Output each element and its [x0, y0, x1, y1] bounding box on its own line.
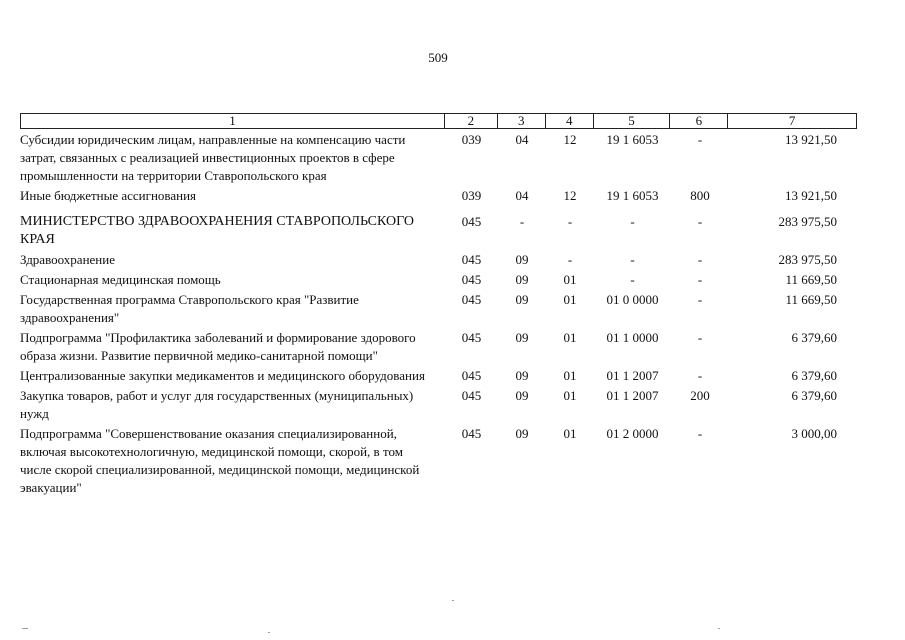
- row-vr: -: [697, 272, 703, 287]
- row-rz: 04: [515, 188, 529, 203]
- row-name: Централизованные закупки медикаментов и медицинского оборудования: [20, 368, 425, 383]
- row-pr: -: [567, 214, 573, 229]
- row-sum: 11 669,50: [785, 292, 837, 307]
- row-csr: -: [630, 272, 635, 287]
- row-sum: 6 379,60: [791, 330, 837, 345]
- row-rz: 09: [515, 426, 529, 441]
- row-name: Субсидии юридическим лицам, направленные на компенсацию части затрат, связанных с реализацией инвестиционных проектов в сфере промышленности на территории Ставропольского края: [20, 132, 406, 183]
- row-csr: 01 0 0000: [606, 292, 659, 307]
- row-rz: 09: [515, 330, 529, 345]
- row-sum: 6 379,60: [791, 388, 837, 403]
- row-vr: -: [697, 132, 703, 147]
- row-pr: 01: [563, 330, 577, 345]
- header-col-4: 4: [546, 114, 594, 128]
- table-row: [20, 187, 857, 205]
- row-name: Иные бюджетные ассигнования: [20, 188, 197, 203]
- row-sum: 13 921,50: [785, 132, 837, 147]
- row-ved: 039: [461, 188, 482, 203]
- row-csr: 01 1 2007: [606, 368, 659, 383]
- row-vr: 200: [690, 388, 710, 403]
- row-vr: -: [697, 426, 703, 441]
- row-ved: 045: [461, 252, 482, 267]
- row-rz: -: [519, 214, 525, 229]
- row-ved: 045: [461, 292, 482, 307]
- table-row: [20, 131, 857, 185]
- row-rz: 09: [515, 292, 529, 307]
- row-ved: 045: [461, 388, 482, 403]
- header-col-1: 1: [21, 114, 445, 128]
- header-col-3: 3: [498, 114, 546, 128]
- row-ved: 045: [461, 426, 482, 441]
- row-pr: 01: [563, 272, 577, 287]
- row-pr: 01: [563, 426, 577, 441]
- row-vr: -: [697, 368, 703, 383]
- row-name: Подпрограмма "Совершенствование оказания специализированной, включая высокотехнологичную, медицинской помощи, скорой, в том числе скорой специализированной, медицинской помощи, медицинской эвакуации": [20, 426, 420, 495]
- row-sum: 11 669,50: [785, 272, 837, 287]
- row-name: МИНИСТЕРСТВО ЗДРАВООХРАНЕНИЯ СТАВРОПОЛЬСКОГО КРАЯ: [20, 214, 414, 247]
- row-ved: 045: [461, 214, 482, 229]
- row-csr: 19 1 6053: [606, 188, 659, 203]
- table-row: [20, 271, 857, 289]
- row-rz: 09: [515, 388, 529, 403]
- table-row: [20, 291, 857, 327]
- row-sum: 3 000,00: [791, 426, 837, 441]
- row-rz: 09: [515, 368, 529, 383]
- row-csr: -: [630, 214, 635, 229]
- row-csr: -: [630, 252, 635, 267]
- table-body: [20, 131, 857, 499]
- row-csr: 01 1 0000: [606, 330, 659, 345]
- table-row: [20, 251, 857, 269]
- row-pr: 12: [563, 132, 577, 147]
- row-vr: -: [697, 252, 703, 267]
- row-ved: 045: [461, 272, 482, 287]
- table-row: [20, 213, 857, 249]
- row-rz: 09: [515, 252, 529, 267]
- table-row: [20, 329, 857, 365]
- table-row: [20, 387, 857, 423]
- table-header: [20, 113, 857, 129]
- row-sum: 13 921,50: [785, 188, 837, 203]
- header-col-5: 5: [594, 114, 671, 128]
- row-vr: -: [697, 292, 703, 307]
- scan-speck: [452, 600, 454, 601]
- scan-speck: [718, 628, 720, 629]
- row-pr: 01: [563, 368, 577, 383]
- scan-speck: [22, 628, 28, 629]
- header-col-2: 2: [445, 114, 498, 128]
- row-vr: -: [697, 330, 703, 345]
- row-sum: 283 975,50: [778, 214, 837, 229]
- row-sum: 6 379,60: [791, 368, 837, 383]
- table-row: [20, 425, 857, 497]
- row-ved: 039: [461, 132, 482, 147]
- row-csr: 19 1 6053: [606, 132, 659, 147]
- row-pr: 12: [563, 188, 577, 203]
- row-rz: 04: [515, 132, 529, 147]
- header-col-7: 7: [788, 113, 796, 128]
- row-csr: 01 1 2007: [606, 388, 659, 403]
- row-vr: -: [697, 214, 703, 229]
- row-vr: 800: [690, 188, 710, 203]
- row-pr: 01: [563, 292, 577, 307]
- row-name: Закупка товаров, работ и услуг для государственных (муниципальных) нужд: [20, 388, 414, 421]
- row-ved: 045: [461, 368, 482, 383]
- scan-speck: [268, 632, 270, 633]
- row-sum: 283 975,50: [778, 252, 837, 267]
- row-name: Здравоохранение: [20, 252, 115, 267]
- row-csr: 01 2 0000: [606, 426, 659, 441]
- table-row: [20, 367, 857, 385]
- row-name: Подпрограмма "Профилактика заболеваний и формирование здорового образа жизни. Развитие первичной медико-санитарной помощи": [20, 330, 416, 363]
- row-ved: 045: [461, 330, 482, 345]
- header-col-6: 6: [670, 114, 728, 128]
- page-number: 509: [428, 50, 448, 65]
- row-pr: -: [567, 252, 573, 267]
- row-name: Государственная программа Ставропольского края "Развитие здравоохранения": [20, 292, 359, 325]
- row-rz: 09: [515, 272, 529, 287]
- row-name: Стационарная медицинская помощь: [20, 272, 221, 287]
- row-pr: 01: [563, 388, 577, 403]
